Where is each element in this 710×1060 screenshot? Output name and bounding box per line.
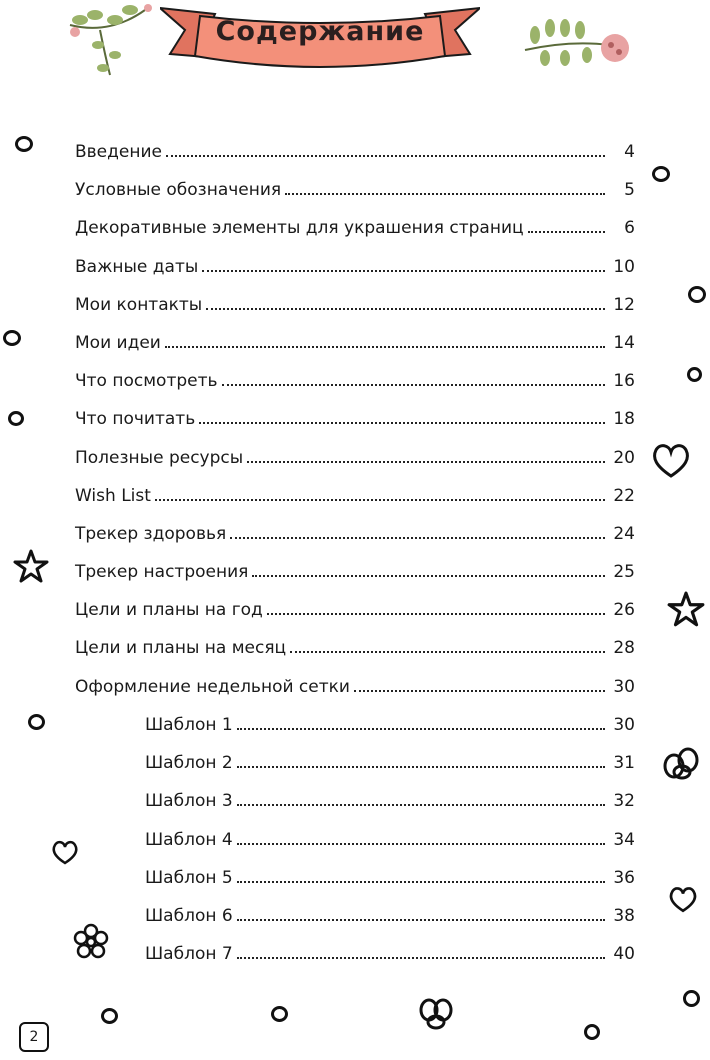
- toc-page: 6: [624, 218, 635, 238]
- dot-leader: [247, 461, 605, 463]
- toc-entry[interactable]: [75, 482, 635, 506]
- dot-doodle-icon: [8, 411, 24, 426]
- toc-entry[interactable]: [75, 444, 635, 468]
- toc-entry[interactable]: [75, 634, 635, 658]
- toc-label: Что посмотреть: [75, 371, 218, 391]
- toc-subentry[interactable]: [145, 902, 635, 926]
- toc-subentry[interactable]: [145, 749, 635, 773]
- toc-subentry[interactable]: [145, 864, 635, 888]
- toc-page: 30: [613, 677, 635, 697]
- toc-page: 14: [613, 333, 635, 353]
- star-doodle-icon: [12, 548, 50, 586]
- toc-entry[interactable]: [75, 673, 635, 697]
- toc-page: 26: [613, 600, 635, 620]
- toc-page: 20: [613, 448, 635, 468]
- toc-label: Мои идеи: [75, 333, 161, 353]
- dot-leader: [237, 728, 605, 730]
- dot-leader: [285, 193, 605, 195]
- dot-doodle-icon: [101, 1008, 118, 1024]
- toc-page: 4: [624, 142, 635, 162]
- toc-entry[interactable]: [75, 520, 635, 544]
- dot-leader: [155, 499, 605, 501]
- toc-label: Шаблон 2: [145, 753, 233, 773]
- toc-subentry[interactable]: [145, 711, 635, 735]
- toc-entry[interactable]: [75, 405, 635, 429]
- toc-page: 5: [624, 180, 635, 200]
- toc-page: 16: [613, 371, 635, 391]
- toc-entry[interactable]: [75, 253, 635, 277]
- dot-leader: [290, 651, 605, 653]
- toc-label: Что почитать: [75, 409, 196, 429]
- star-doodle-icon: [666, 590, 706, 630]
- toc-page: 10: [613, 257, 635, 277]
- dot-doodle-icon: [28, 714, 45, 730]
- toc-page: 22: [613, 486, 635, 506]
- flower-bud-doodle-icon: [660, 742, 702, 784]
- toc-label: Wish List: [75, 486, 151, 506]
- toc-page: 12: [613, 295, 635, 315]
- toc-label: Введение: [75, 142, 162, 162]
- toc-page: 18: [613, 409, 635, 429]
- toc-page: 30: [613, 715, 635, 735]
- toc-label: Шаблон 5: [145, 868, 233, 888]
- toc-label: Цели и планы на месяц: [75, 638, 287, 658]
- toc-label: Декоративные элементы для украшения страниц: [75, 218, 524, 238]
- toc-entry[interactable]: [75, 138, 635, 162]
- toc-page: 24: [613, 524, 635, 544]
- dot-leader: [237, 957, 605, 959]
- flower-bud-doodle-icon: [416, 992, 456, 1032]
- toc-entry[interactable]: [75, 176, 635, 200]
- toc-page: 32: [613, 791, 635, 811]
- toc-subentry[interactable]: [145, 826, 635, 850]
- toc-label: Оформление недельной сетки: [75, 677, 350, 697]
- toc-label: Шаблон 6: [145, 906, 233, 926]
- dot-leader: [252, 575, 605, 577]
- flower-doodle-icon: [71, 922, 111, 962]
- dot-doodle-icon: [15, 136, 33, 152]
- dot-leader: [528, 231, 605, 233]
- toc-subentry[interactable]: [145, 940, 635, 964]
- dot-leader: [267, 613, 605, 615]
- toc-page: 34: [613, 830, 635, 850]
- toc-page: 36: [613, 868, 635, 888]
- toc-entry[interactable]: [75, 329, 635, 353]
- toc-entry[interactable]: [75, 214, 635, 238]
- toc-page: 28: [613, 638, 635, 658]
- toc-label: Шаблон 1: [145, 715, 233, 735]
- toc-label: Трекер настроения: [75, 562, 249, 582]
- dot-leader: [237, 766, 605, 768]
- dot-leader: [165, 346, 605, 348]
- dot-doodle-icon: [683, 990, 700, 1007]
- toc-subentry[interactable]: [145, 787, 635, 811]
- dot-leader: [199, 422, 605, 424]
- dot-doodle-icon: [687, 367, 702, 382]
- dot-doodle-icon: [271, 1006, 288, 1022]
- dot-leader: [206, 308, 605, 310]
- toc-label: Трекер здоровья: [75, 524, 227, 544]
- dot-leader: [237, 919, 605, 921]
- dot-leader: [222, 384, 605, 386]
- toc-label: Полезные ресурсы: [75, 448, 244, 468]
- toc-label: Условные обозначения: [75, 180, 282, 200]
- toc-entry[interactable]: [75, 558, 635, 582]
- toc-page: 38: [613, 906, 635, 926]
- toc-entry[interactable]: [75, 367, 635, 391]
- toc-page: 31: [613, 753, 635, 773]
- toc-label: Шаблон 3: [145, 791, 233, 811]
- toc-label: Цели и планы на год: [75, 600, 263, 620]
- toc-page: 25: [613, 562, 635, 582]
- page-number: 2: [19, 1022, 49, 1052]
- toc-label: Важные даты: [75, 257, 199, 277]
- dot-doodle-icon: [652, 166, 670, 182]
- toc-label: Шаблон 7: [145, 944, 233, 964]
- dot-doodle-icon: [584, 1024, 600, 1040]
- dot-leader: [237, 881, 605, 883]
- heart-doodle-icon: [667, 884, 699, 914]
- toc-entry[interactable]: [75, 596, 635, 620]
- toc-page: 40: [613, 944, 635, 964]
- dot-leader: [354, 690, 605, 692]
- page-title: Содержание: [215, 16, 425, 47]
- toc-label: Шаблон 4: [145, 830, 233, 850]
- toc-entry[interactable]: [75, 291, 635, 315]
- dot-doodle-icon: [688, 286, 706, 303]
- heart-doodle-icon: [650, 440, 692, 480]
- dot-leader: [230, 537, 605, 539]
- toc-label: Мои контакты: [75, 295, 203, 315]
- dot-leader: [237, 804, 605, 806]
- dot-leader: [237, 843, 605, 845]
- dot-doodle-icon: [3, 330, 21, 346]
- dot-leader: [202, 270, 605, 272]
- heart-doodle-icon: [50, 838, 80, 866]
- dot-leader: [166, 155, 605, 157]
